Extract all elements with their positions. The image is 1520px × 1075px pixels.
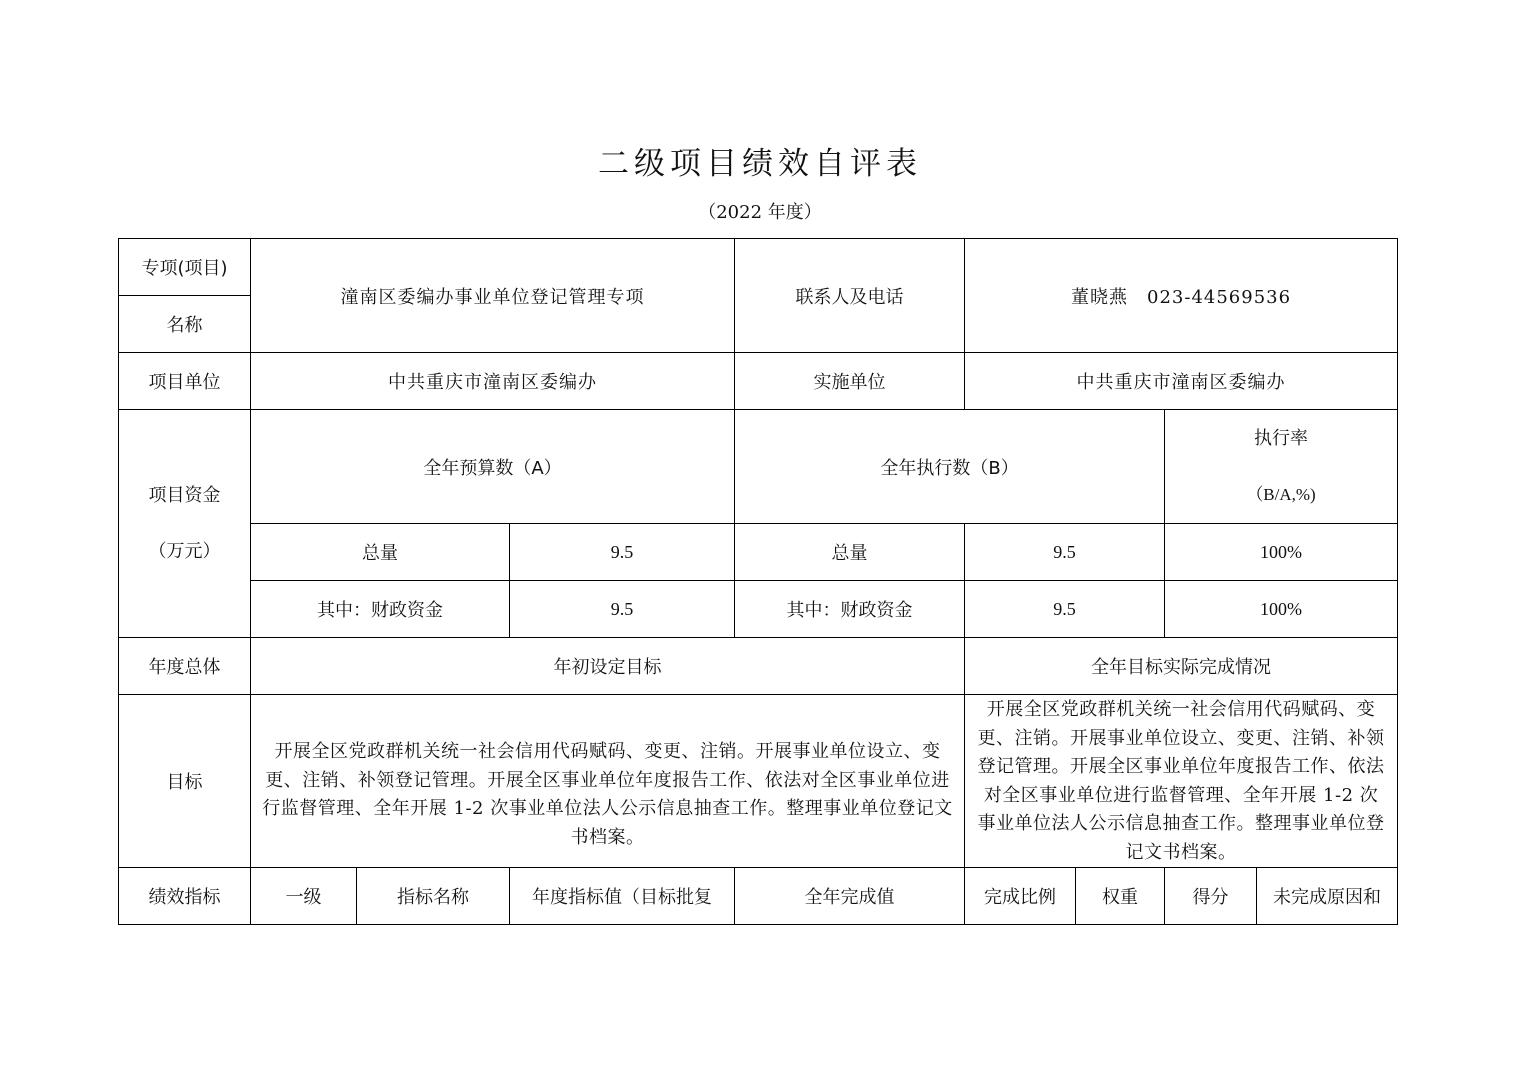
project-name-label: 专项(项目) xyxy=(141,258,228,279)
performance-table xyxy=(118,238,1398,925)
page-subtitle: （2022 年度） xyxy=(698,202,822,223)
indicator-header-reason: 未完成原因和 xyxy=(1257,868,1398,925)
rate-header-line2: （B/A,%) xyxy=(1246,484,1316,504)
indicator-header-ratio: 完成比例 xyxy=(965,868,1076,925)
rate-fiscal-value: 100% xyxy=(1165,581,1398,638)
rate-header-line1: 执行率 xyxy=(1254,427,1309,449)
budget-total-value: 9.5 xyxy=(510,524,735,581)
rate-header xyxy=(1165,410,1398,524)
indicator-header-score: 得分 xyxy=(1165,868,1257,925)
exec-fiscal-value: 9.5 xyxy=(965,581,1165,638)
contact-label: 联系人及电话 xyxy=(735,239,965,353)
indicators-label: 绩效指标 xyxy=(119,868,251,925)
project-unit-label: 项目单位 xyxy=(119,353,251,410)
contact-value: 董晓燕 023-44569536 xyxy=(965,239,1398,353)
project-name-value: 潼南区委编办事业单位登记管理专项 xyxy=(251,239,735,353)
goals-label-cont: 目标 xyxy=(119,695,251,868)
budget-total-label: 总量 xyxy=(251,524,510,581)
budget-header: 全年预算数（A） xyxy=(251,410,735,524)
exec-total-label: 总量 xyxy=(735,524,965,581)
page-title: 二级项目绩效自评表 xyxy=(598,146,922,182)
initial-goal-header: 年初设定目标 xyxy=(251,638,965,695)
indicator-header-weight: 权重 xyxy=(1076,868,1165,925)
exec-fiscal-label: 其中：财政资金 xyxy=(735,581,965,638)
exec-total-value: 9.5 xyxy=(965,524,1165,581)
project-unit-value: 中共重庆市潼南区委编办 xyxy=(251,353,735,410)
indicator-header-target: 年度指标值（目标批复 xyxy=(510,868,735,925)
exec-header: 全年执行数（B） xyxy=(735,410,1165,524)
indicator-header-name: 指标名称 xyxy=(357,868,510,925)
actual-goal-text: 开展全区党政群机关统一社会信用代码赋码、变更、注销。开展事业单位设立、变更、注销、补领登记管理。开展全区事业单位年度报告工作、依法对全区事业单位进行监督管理、全年开展 1-2 次事业单位法人公示信息抽查工作。整理事业单位登记文书档案。 xyxy=(965,695,1398,868)
indicator-header-actual: 全年完成值 xyxy=(735,868,965,925)
funds-label-line1: 项目资金 xyxy=(148,484,221,506)
budget-fiscal-value: 9.5 xyxy=(510,581,735,638)
project-name-label-cont: 名称 xyxy=(119,296,251,353)
initial-goal-text: 开展全区党政群机关统一社会信用代码赋码、变更、注销。开展事业单位设立、变更、注销、补领登记管理。开展全区事业单位年度报告工作、依法对全区事业单位进行监督管理、全年开展 1-2 次事业单位法人公示信息抽查工作。整理事业单位登记文书档案。 xyxy=(251,695,965,868)
rate-total-value: 100% xyxy=(1165,524,1398,581)
project-name-label-cell xyxy=(119,239,251,296)
funds-label xyxy=(119,410,251,638)
budget-fiscal-label: 其中：财政资金 xyxy=(251,581,510,638)
actual-goal-header: 全年目标实际完成情况 xyxy=(965,638,1398,695)
indicator-header-level1: 一级 xyxy=(251,868,357,925)
impl-unit-value: 中共重庆市潼南区委编办 xyxy=(965,353,1398,410)
funds-label-line2: （万元） xyxy=(148,540,221,562)
goals-label: 年度总体 xyxy=(119,638,251,695)
impl-unit-label: 实施单位 xyxy=(735,353,965,410)
